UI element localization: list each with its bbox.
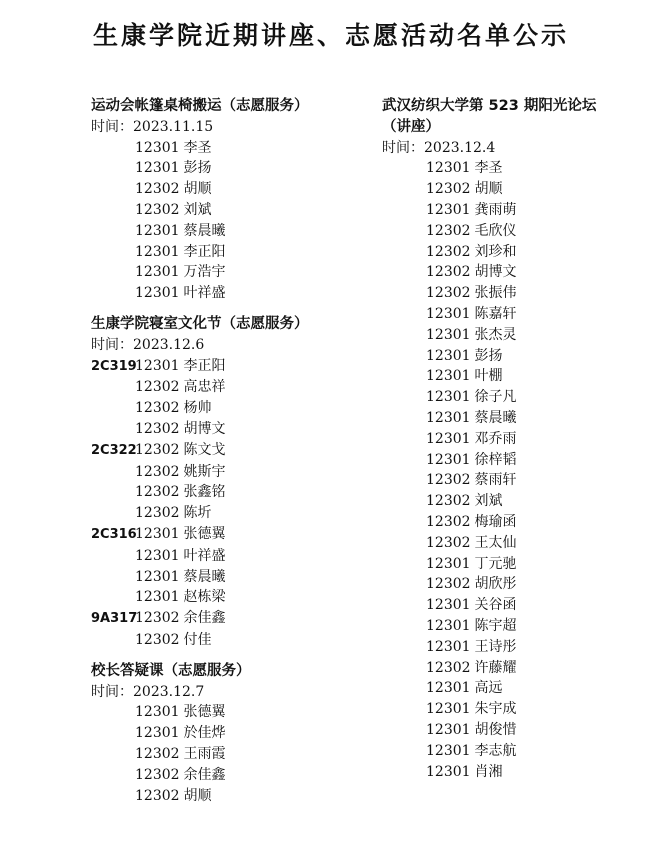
class-code: 12302: [426, 285, 471, 302]
class-code: 12301: [135, 357, 180, 374]
participant-name: 张杰灵: [474, 326, 517, 343]
participant-name: 胡欣彤: [474, 576, 517, 593]
participant-name: 叶棚: [474, 368, 503, 385]
section-heading: 生康学院寝室文化节（志愿服务）: [91, 315, 309, 332]
participant-name: 张德翼: [183, 525, 226, 542]
participant-row: [91, 765, 361, 786]
class-code: 12301: [426, 555, 471, 572]
participant-name: 陈圻: [183, 505, 212, 522]
left-column: [91, 96, 361, 816]
participant-row: [91, 567, 361, 588]
participant-row: [91, 200, 361, 221]
section-heading: 武汉纺织大学第 523 期阳光论坛 （讲座）: [382, 98, 597, 135]
class-code: 12301: [135, 568, 180, 585]
participant-row: [91, 138, 361, 159]
class-code: 12302: [426, 222, 471, 239]
class-code: 12302: [135, 787, 180, 804]
participant-name: 胡顺: [183, 181, 212, 198]
participant-name: 杨帅: [183, 400, 212, 417]
participant-name: 毛欣仪: [474, 222, 517, 239]
room-number: 2C316: [91, 526, 137, 542]
participant-row: [91, 462, 361, 483]
participant-name: 关谷函: [474, 597, 517, 614]
class-code: 12301: [426, 701, 471, 718]
class-code: 12302: [135, 379, 180, 396]
class-code: 12302: [135, 400, 180, 417]
participant-row: [382, 408, 652, 429]
participant-name: 余佳鑫: [183, 610, 226, 627]
class-code: 12301: [135, 704, 180, 721]
participant-row: [91, 419, 361, 440]
activity-section: [91, 661, 361, 807]
class-code: 12301: [135, 547, 180, 564]
participant-row: [91, 630, 361, 651]
class-code: 12301: [426, 680, 471, 697]
class-code: 12301: [426, 763, 471, 780]
participant-name: 刘斌: [474, 493, 503, 510]
participant-row: [382, 283, 652, 304]
participant-name: 叶祥盛: [183, 285, 226, 302]
participant-row: [91, 158, 361, 179]
class-code: 12302: [135, 420, 180, 437]
class-code: 12301: [135, 285, 180, 302]
class-code: 12301: [135, 725, 180, 742]
participant-row: [382, 262, 652, 283]
class-code: 12301: [426, 721, 471, 738]
participant-name: 李圣: [183, 139, 212, 156]
room-number: 9A317: [91, 611, 138, 627]
class-code: 12302: [135, 610, 180, 627]
section-time: 时间：2023.12.6: [91, 336, 205, 353]
participant-row: [382, 242, 652, 263]
participant-name: 万浩宇: [183, 264, 226, 281]
participant-row: [382, 741, 652, 762]
participant-name: 胡俊惜: [474, 721, 517, 738]
participant-name: 张振伟: [474, 285, 517, 302]
room-number: 2C319: [91, 358, 137, 374]
participant-row: [382, 366, 652, 387]
class-code: 12301: [426, 368, 471, 385]
participant-name: 肖湘: [474, 763, 503, 780]
participant-row: [382, 678, 652, 699]
participant-name: 胡博文: [183, 420, 226, 437]
class-code: 12302: [426, 472, 471, 489]
class-code: 12302: [426, 181, 471, 198]
activity-section: [91, 96, 361, 304]
class-code: 12302: [135, 463, 180, 480]
participant-row: [91, 221, 361, 242]
participant-row: [382, 616, 652, 637]
participant-row: [382, 221, 652, 242]
participant-name: 姚斯宇: [183, 463, 226, 480]
participant-name: 胡博文: [474, 264, 517, 281]
class-code: 12301: [426, 430, 471, 447]
participant-row: [382, 658, 652, 679]
participant-row: [91, 587, 361, 608]
participant-name: 蔡晨曦: [183, 222, 226, 239]
class-code: 12302: [135, 441, 180, 458]
activity-section: [382, 96, 652, 782]
section-time: 时间：2023.11.15: [91, 118, 214, 135]
section-heading: 校长答疑课（志愿服务）: [91, 662, 251, 679]
participant-name: 李正阳: [183, 357, 226, 374]
class-code: 12302: [426, 659, 471, 676]
participant-row: [91, 723, 361, 744]
class-code: 12301: [426, 389, 471, 406]
class-code: 12302: [135, 631, 180, 648]
participant-row: [91, 524, 361, 546]
participant-name: 李志航: [474, 742, 517, 759]
class-code: 12301: [426, 160, 471, 177]
class-code: 12302: [426, 576, 471, 593]
participant-row: [382, 325, 652, 346]
participant-row: [382, 762, 652, 783]
participant-row: [382, 450, 652, 471]
participant-row: [382, 637, 652, 658]
participant-row: [382, 512, 652, 533]
participant-name: 彭扬: [183, 160, 212, 177]
participant-row: [382, 470, 652, 491]
class-code: 12302: [135, 505, 180, 522]
participant-row: [382, 595, 652, 616]
participant-name: 朱宇成: [474, 701, 517, 718]
class-code: 12302: [135, 766, 180, 783]
participant-row: [382, 346, 652, 367]
participant-row: [91, 356, 361, 378]
participant-row: [382, 179, 652, 200]
class-code: 12302: [135, 181, 180, 198]
participant-row: [91, 786, 361, 807]
participant-name: 张德翼: [183, 704, 226, 721]
participant-name: 蔡晨曦: [183, 568, 226, 585]
class-code: 12301: [426, 305, 471, 322]
section-time: 时间：2023.12.4: [382, 139, 496, 156]
participant-name: 高远: [474, 680, 503, 697]
participant-name: 陈嘉轩: [474, 305, 517, 322]
class-code: 12301: [135, 160, 180, 177]
participant-name: 张鑫铭: [183, 484, 226, 501]
right-column: [382, 96, 652, 792]
class-code: 12301: [426, 409, 471, 426]
participant-name: 彭扬: [474, 347, 503, 364]
participant-row: [91, 482, 361, 503]
class-code: 12302: [135, 484, 180, 501]
participant-name: 赵栋梁: [183, 589, 226, 606]
participant-name: 许藤耀: [474, 659, 517, 676]
participant-name: 刘斌: [183, 201, 212, 218]
participant-row: [91, 546, 361, 567]
participant-name: 徐梓韬: [474, 451, 517, 468]
participant-row: [91, 283, 361, 304]
class-code: 12302: [426, 264, 471, 281]
participant-name: 龚雨萌: [474, 201, 517, 218]
activity-section: [91, 314, 361, 651]
class-code: 12302: [135, 201, 180, 218]
participant-name: 余佳鑫: [183, 766, 226, 783]
participant-name: 陈宇超: [474, 617, 517, 634]
participant-row: [91, 744, 361, 765]
class-code: 12302: [426, 493, 471, 510]
class-code: 12301: [135, 525, 180, 542]
participant-name: 刘珍和: [474, 243, 517, 260]
participant-name: 梅瑜函: [474, 513, 517, 530]
class-code: 12302: [426, 534, 471, 551]
room-number: 2C322: [91, 442, 137, 458]
participant-row: [382, 533, 652, 554]
class-code: 12301: [426, 451, 471, 468]
class-code: 12301: [426, 617, 471, 634]
participant-row: [382, 200, 652, 221]
participant-name: 王太仙: [474, 534, 517, 551]
participant-row: [382, 699, 652, 720]
participant-name: 叶祥盛: [183, 547, 226, 564]
participant-row: [382, 554, 652, 575]
participant-name: 李正阳: [183, 243, 226, 260]
participant-row: [91, 440, 361, 462]
class-code: 12301: [426, 201, 471, 218]
participant-name: 蔡雨轩: [474, 472, 517, 489]
participant-row: [382, 158, 652, 179]
participant-row: [382, 574, 652, 595]
participant-row: [91, 398, 361, 419]
participant-row: [382, 387, 652, 408]
participant-name: 徐子凡: [474, 389, 517, 406]
participant-name: 付佳: [183, 631, 212, 648]
class-code: 12301: [135, 243, 180, 260]
participant-name: 陈文戈: [183, 441, 226, 458]
class-code: 12302: [426, 243, 471, 260]
participant-name: 邓乔雨: [474, 430, 517, 447]
section-time: 时间：2023.12.7: [91, 683, 205, 700]
participant-row: [91, 702, 361, 723]
participant-name: 於佳烨: [183, 725, 226, 742]
class-code: 12301: [426, 742, 471, 759]
participant-row: [91, 179, 361, 200]
participant-row: [91, 503, 361, 524]
class-code: 12301: [135, 222, 180, 239]
participant-row: [382, 491, 652, 512]
participant-name: 胡顺: [183, 787, 212, 804]
participant-name: 丁元驰: [474, 555, 517, 572]
participant-name: 李圣: [474, 160, 503, 177]
participant-row: [91, 608, 361, 630]
class-code: 12302: [426, 513, 471, 530]
class-code: 12301: [426, 326, 471, 343]
document-title: 生康学院近期讲座、志愿活动名单公示: [92, 21, 569, 50]
class-code: 12302: [135, 745, 180, 762]
class-code: 12301: [135, 264, 180, 281]
class-code: 12301: [426, 638, 471, 655]
participant-row: [382, 720, 652, 741]
participant-row: [382, 304, 652, 325]
participant-row: [91, 262, 361, 283]
participant-row: [91, 242, 361, 263]
class-code: 12301: [426, 347, 471, 364]
participant-name: 王雨霞: [183, 745, 226, 762]
participant-name: 蔡晨曦: [474, 409, 517, 426]
participant-row: [91, 377, 361, 398]
participant-name: 胡顺: [474, 181, 503, 198]
class-code: 12301: [135, 589, 180, 606]
participant-row: [382, 429, 652, 450]
participant-name: 王诗彤: [474, 638, 517, 655]
participant-name: 高忠祥: [183, 379, 226, 396]
class-code: 12301: [426, 597, 471, 614]
class-code: 12301: [135, 139, 180, 156]
section-heading: 运动会帐篷桌椅搬运（志愿服务）: [91, 98, 309, 114]
